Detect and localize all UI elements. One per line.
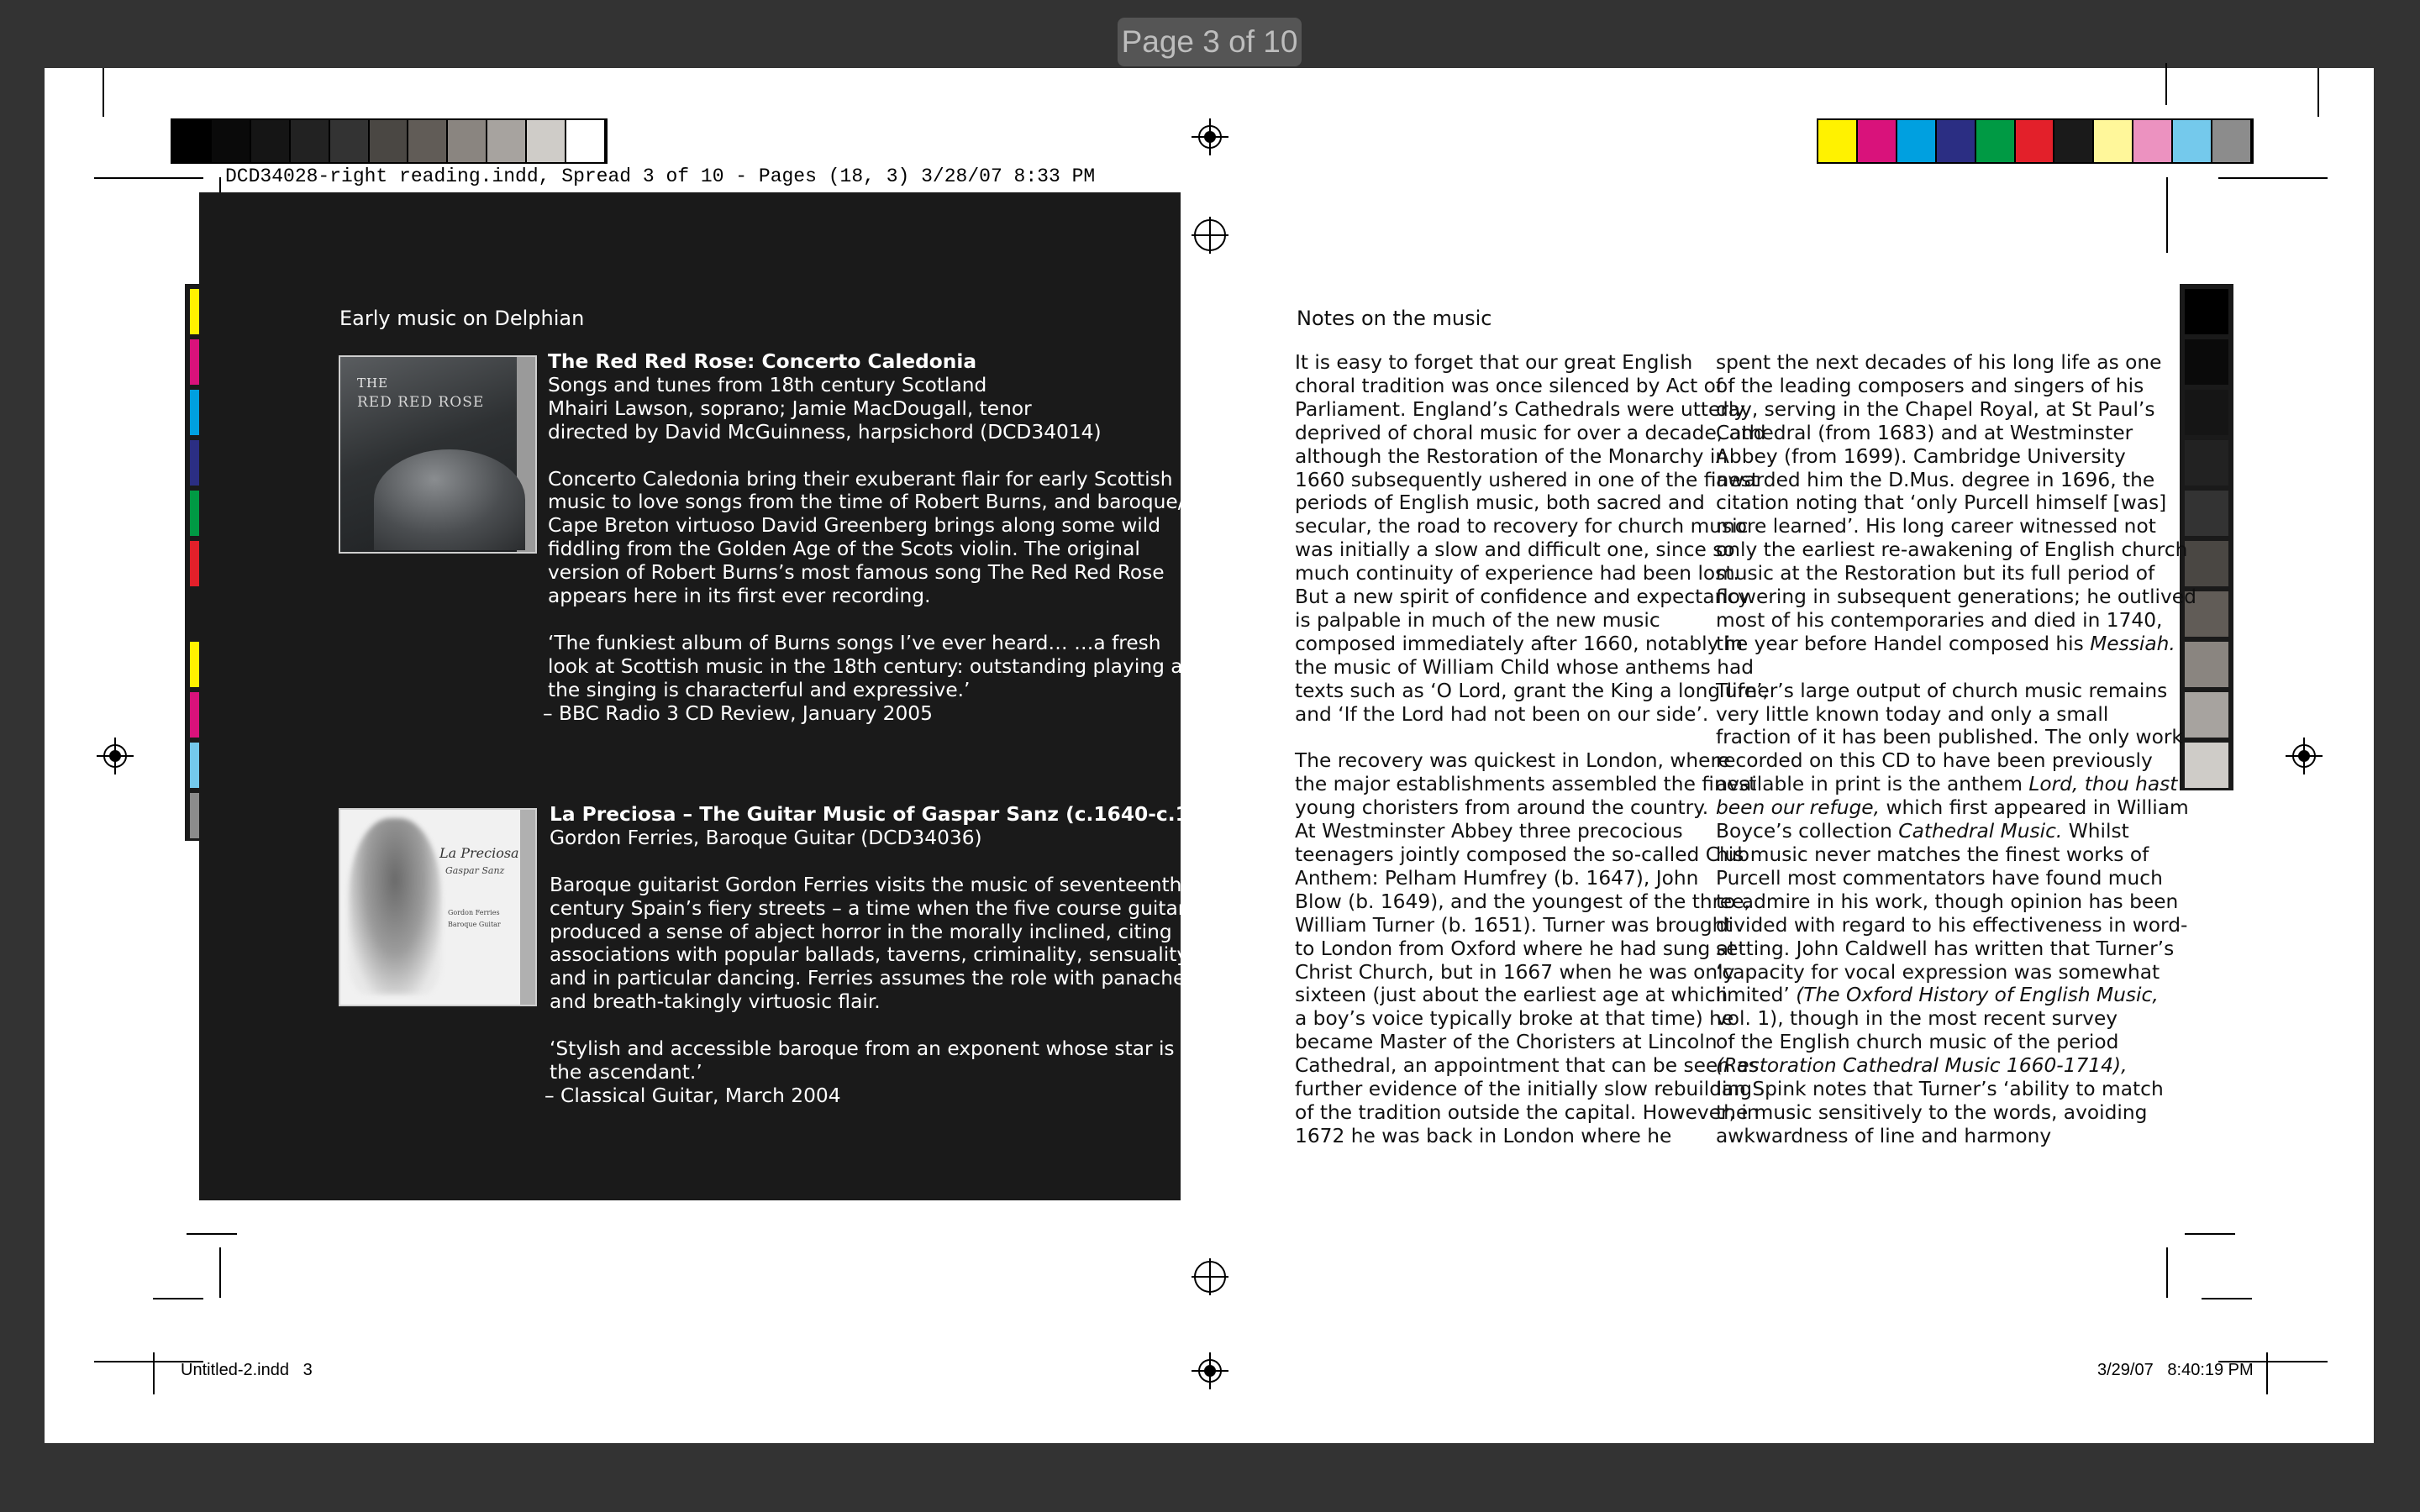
album-line: directed by David McGuinness, harpsichord (DCD34014) xyxy=(548,420,1102,444)
notes-line: his music never matches the finest works of xyxy=(1716,843,2149,867)
album-line: Mhairi Lawson, soprano; Jamie MacDougall, tenor xyxy=(548,396,1032,420)
notes-line: 1672 he was back in London where he xyxy=(1295,1124,1672,1147)
registration-mark-icon xyxy=(1192,118,1228,155)
album-2-info xyxy=(544,803,1239,1108)
notes-line: was initially a slow and difficult one, since so xyxy=(1295,538,1735,562)
color-swatch xyxy=(2212,120,2252,162)
notes-line: deprived of choral music for over a decade, and xyxy=(1295,421,1766,444)
album-1-info xyxy=(543,350,1208,725)
color-swatch xyxy=(212,120,251,162)
notes-line: Ian Spink notes that Turner’s ‘ability to match xyxy=(1716,1078,2164,1101)
description-line: Concerto Caledonia bring their exuberant flair for early Scottish xyxy=(548,467,1173,491)
album-cover-la-preciosa xyxy=(339,808,537,1006)
album-cover-title: RED RED ROSE xyxy=(357,394,485,411)
registration-mark-icon xyxy=(1192,1258,1228,1295)
notes-line: spent the next decades of his long life as one xyxy=(1716,351,2162,374)
color-swatch xyxy=(291,120,330,162)
notes-line: available in print is the anthem Lord, thou hast xyxy=(1716,773,2178,796)
color-swatch xyxy=(2016,120,2055,162)
notes-line: of the tradition outside the capital. However, in xyxy=(1295,1100,1760,1124)
notes-line: divided with regard to his effectiveness in word- xyxy=(1716,913,2188,937)
notes-line: much continuity of experience had been lost. xyxy=(1295,562,1739,585)
album-cover-artist: Baroque Guitar xyxy=(448,921,501,928)
notes-line: very little known today and only a small xyxy=(1716,702,2109,726)
description-line: produced a sense of abject horror in the morally inclined, citing xyxy=(550,920,1172,943)
color-swatch xyxy=(2173,120,2212,162)
notes-line: flowering in subsequent generations; he outlived xyxy=(1716,585,2196,609)
quote-line: the singing is characterful and expressive.’ xyxy=(548,678,971,701)
notes-line: Blow (b. 1649), and the youngest of the three, xyxy=(1295,890,1750,913)
registration-mark-icon xyxy=(2286,738,2323,774)
album-cover-title: La Preciosa xyxy=(439,845,519,861)
color-swatch xyxy=(172,120,212,162)
gray-calibration-bar xyxy=(171,118,608,164)
album-cover-artist: Gordon Ferries xyxy=(448,909,500,916)
notes-line: to London from Oxford where he had sung at xyxy=(1295,937,1737,960)
notes-line: the major establishments assembled the finest xyxy=(1295,773,1757,796)
description-line: Cape Breton virtuoso David Greenberg brings along some wild xyxy=(548,514,1161,538)
notes-line: composed immediately after 1660, notably in xyxy=(1295,632,1744,655)
notes-line: secular, the road to recovery for church music xyxy=(1295,515,1749,538)
color-swatch xyxy=(2133,120,2173,162)
notes-line: day, serving in the Chapel Royal, at St Paul’s xyxy=(1716,397,2155,421)
description-line: music to love songs from the time of Robert Burns, and baroque/ xyxy=(548,491,1185,514)
color-swatch xyxy=(1818,120,1858,162)
color-calibration-bar xyxy=(1817,118,2254,164)
color-swatch xyxy=(330,120,370,162)
notes-line: citation noting that ‘only Purcell himself [was] xyxy=(1716,491,2167,515)
color-swatch xyxy=(2185,289,2228,334)
notes-line: Purcell most commentators have found much xyxy=(1716,866,2163,890)
color-swatch xyxy=(1897,120,1937,162)
description-line: Baroque guitarist Gordon Ferries visits the music of seventeenth- xyxy=(550,873,1189,896)
notes-line: At Westminster Abbey three precocious xyxy=(1295,820,1683,843)
notes-column-2 xyxy=(1716,351,2196,1148)
notes-column-1 xyxy=(1295,351,1769,1148)
notes-line: Boyce’s collection Cathedral Music. Whilst xyxy=(1716,820,2129,843)
album-line: Gordon Ferries, Baroque Guitar (DCD34036) xyxy=(550,826,982,849)
color-swatch xyxy=(527,120,566,162)
quote-line: ‘Stylish and accessible baroque from an exponent whose star is in xyxy=(550,1037,1199,1061)
notes-line: of the English church music of the period xyxy=(1716,1031,2119,1054)
footer-file-info: Untitled-2.indd 3 xyxy=(181,1361,313,1379)
description-line: associations with popular ballads, taverns, criminality, sensuality xyxy=(550,943,1189,967)
color-swatch xyxy=(1976,120,2016,162)
color-swatch xyxy=(487,120,527,162)
description-line: version of Robert Burns’s most famous song The Red Red Rose xyxy=(548,561,1165,585)
notes-line: is palpable in much of the new music xyxy=(1295,608,1660,632)
notes-line: Parliament. England’s Cathedrals were utterly xyxy=(1295,397,1746,421)
color-swatch xyxy=(1858,120,1897,162)
notes-line: the music of William Child whose anthems had xyxy=(1295,655,1754,679)
page-indicator: Page 3 of 10 xyxy=(1118,18,1302,66)
notes-line: texts such as ‘O Lord, grant the King a long life’, xyxy=(1295,679,1769,702)
notes-line: the year before Handel composed his Messiah. xyxy=(1716,632,2175,655)
footer-datetime: 3/29/07 8:40:19 PM xyxy=(2097,1361,2254,1379)
notes-line: ‘capacity for vocal expression was somewhat xyxy=(1716,960,2160,984)
notes-line: music at the Restoration but its full period of xyxy=(1716,562,2155,585)
color-swatch xyxy=(2094,120,2133,162)
notes-line: Anthem: Pelham Humfrey (b. 1647), John xyxy=(1295,866,1699,890)
notes-line: awarded him the D.Mus. degree in 1696, the xyxy=(1716,468,2155,491)
registration-mark-icon xyxy=(1192,1352,1228,1389)
color-swatch xyxy=(448,120,487,162)
notes-line: more learned’. His long career witnessed not xyxy=(1716,515,2156,538)
notes-line: choral tradition was once silenced by Act of xyxy=(1295,374,1723,397)
notes-line: The recovery was quickest in London, where xyxy=(1295,749,1730,773)
color-swatch xyxy=(408,120,448,162)
quote-line: ‘The funkiest album of Burns songs I’ve ever heard… …a fresh xyxy=(548,631,1161,654)
notes-line: Cathedral (from 1683) and at Westminster xyxy=(1716,421,2133,444)
album-title: La Preciosa – The Guitar Music of Gaspar Sanz (c.1640-c.1710) xyxy=(550,803,1239,826)
notes-line: further evidence of the initially slow rebuilding xyxy=(1295,1078,1753,1101)
quote-line: look at Scottish music in the 18th century: outstanding playing and xyxy=(548,654,1208,678)
color-swatch xyxy=(370,120,409,162)
notes-line: fraction of it has been published. The only work xyxy=(1716,726,2183,749)
color-swatch xyxy=(566,120,606,162)
notes-line: vol. 1), though in the most recent survey xyxy=(1716,1007,2118,1031)
color-swatch xyxy=(251,120,291,162)
album-cover-title: THE xyxy=(357,375,389,391)
album-line: Songs and tunes from 18th century Scotland xyxy=(548,373,987,396)
album-cover-red-red-rose xyxy=(339,355,537,554)
notes-line: and ‘If the Lord had not been on our side’. xyxy=(1295,702,1709,726)
notes-line: most of his contemporaries and died in 1740, xyxy=(1716,608,2163,632)
description-line: fiddling from the Golden Age of the Scots violin. The original xyxy=(548,538,1140,561)
color-swatch xyxy=(2054,120,2094,162)
registration-mark-icon xyxy=(97,738,134,774)
quote-line: the ascendant.’ xyxy=(550,1060,702,1084)
registration-mark-icon xyxy=(1192,217,1228,254)
quote-source: – Classical Guitar, March 2004 xyxy=(544,1084,841,1107)
album-title: The Red Red Rose: Concerto Caledonia xyxy=(548,350,977,373)
notes-line: Cathedral, an appointment that can be seen as xyxy=(1295,1054,1759,1078)
notes-line: recorded on this CD to have been previously xyxy=(1716,749,2153,773)
notes-line: awkwardness of line and harmony xyxy=(1716,1124,2052,1147)
notes-line: William Turner (b. 1651). Turner was brought xyxy=(1295,913,1733,937)
description-line: and in particular dancing. Ferries assumes the role with panache xyxy=(550,967,1186,990)
notes-line: 1660 subsequently ushered in one of the finest xyxy=(1295,468,1759,491)
left-page-heading: Early music on Delphian xyxy=(339,307,585,330)
notes-line: of the leading composers and singers of his xyxy=(1716,374,2144,397)
quote-source: – BBC Radio 3 CD Review, January 2005 xyxy=(543,701,933,725)
notes-line: been our refuge, which first appeared in William xyxy=(1716,796,2189,820)
notes-line: (Restoration Cathedral Music 1660-1714), xyxy=(1716,1054,2128,1078)
slug-line: DCD34028-right reading.indd, Spread 3 of 10 - Pages (18, 3) 3/28/07 8:33 PM xyxy=(225,165,1096,187)
notes-line: a boy’s voice typically broke at that time) he xyxy=(1295,1007,1734,1031)
notes-line: But a new spirit of confidence and expectancy xyxy=(1295,585,1749,609)
description-line: and breath-takingly virtuosic flair. xyxy=(550,990,881,1014)
notes-line: sixteen (just about the earliest age at which xyxy=(1295,984,1728,1007)
notes-line: periods of English music, both sacred and xyxy=(1295,491,1705,515)
notes-line: teenagers jointly composed the so-called Club xyxy=(1295,843,1750,867)
description-line: century Spain’s fiery streets – a time when the five course guitar xyxy=(550,896,1186,920)
description-line: appears here in its first ever recording. xyxy=(548,585,931,608)
right-page-heading: Notes on the music xyxy=(1297,307,1492,330)
notes-line: young choristers from around the country. xyxy=(1295,796,1709,820)
notes-line: setting. John Caldwell has written that Turner’s xyxy=(1716,937,2175,960)
notes-line: the music sensitively to the words, avoiding xyxy=(1716,1100,2148,1124)
notes-line: only the earliest re-awakening of English church xyxy=(1716,538,2188,562)
album-cover-title: Gaspar Sanz xyxy=(445,865,505,876)
notes-line: Christ Church, but in 1667 when he was only xyxy=(1295,960,1735,984)
color-swatch xyxy=(1937,120,1976,162)
notes-line: to admire in his work, though opinion has been xyxy=(1716,890,2179,913)
notes-line: Abbey (from 1699). Cambridge University xyxy=(1716,444,2126,468)
notes-line: limited’ (The Oxford History of English Music, xyxy=(1716,984,2159,1007)
notes-line: became Master of the Choristers at Lincoln xyxy=(1295,1031,1718,1054)
notes-line: Turner’s large output of church music remains xyxy=(1716,679,2168,702)
notes-line: although the Restoration of the Monarchy in xyxy=(1295,444,1728,468)
notes-line: It is easy to forget that our great English xyxy=(1295,351,1693,374)
